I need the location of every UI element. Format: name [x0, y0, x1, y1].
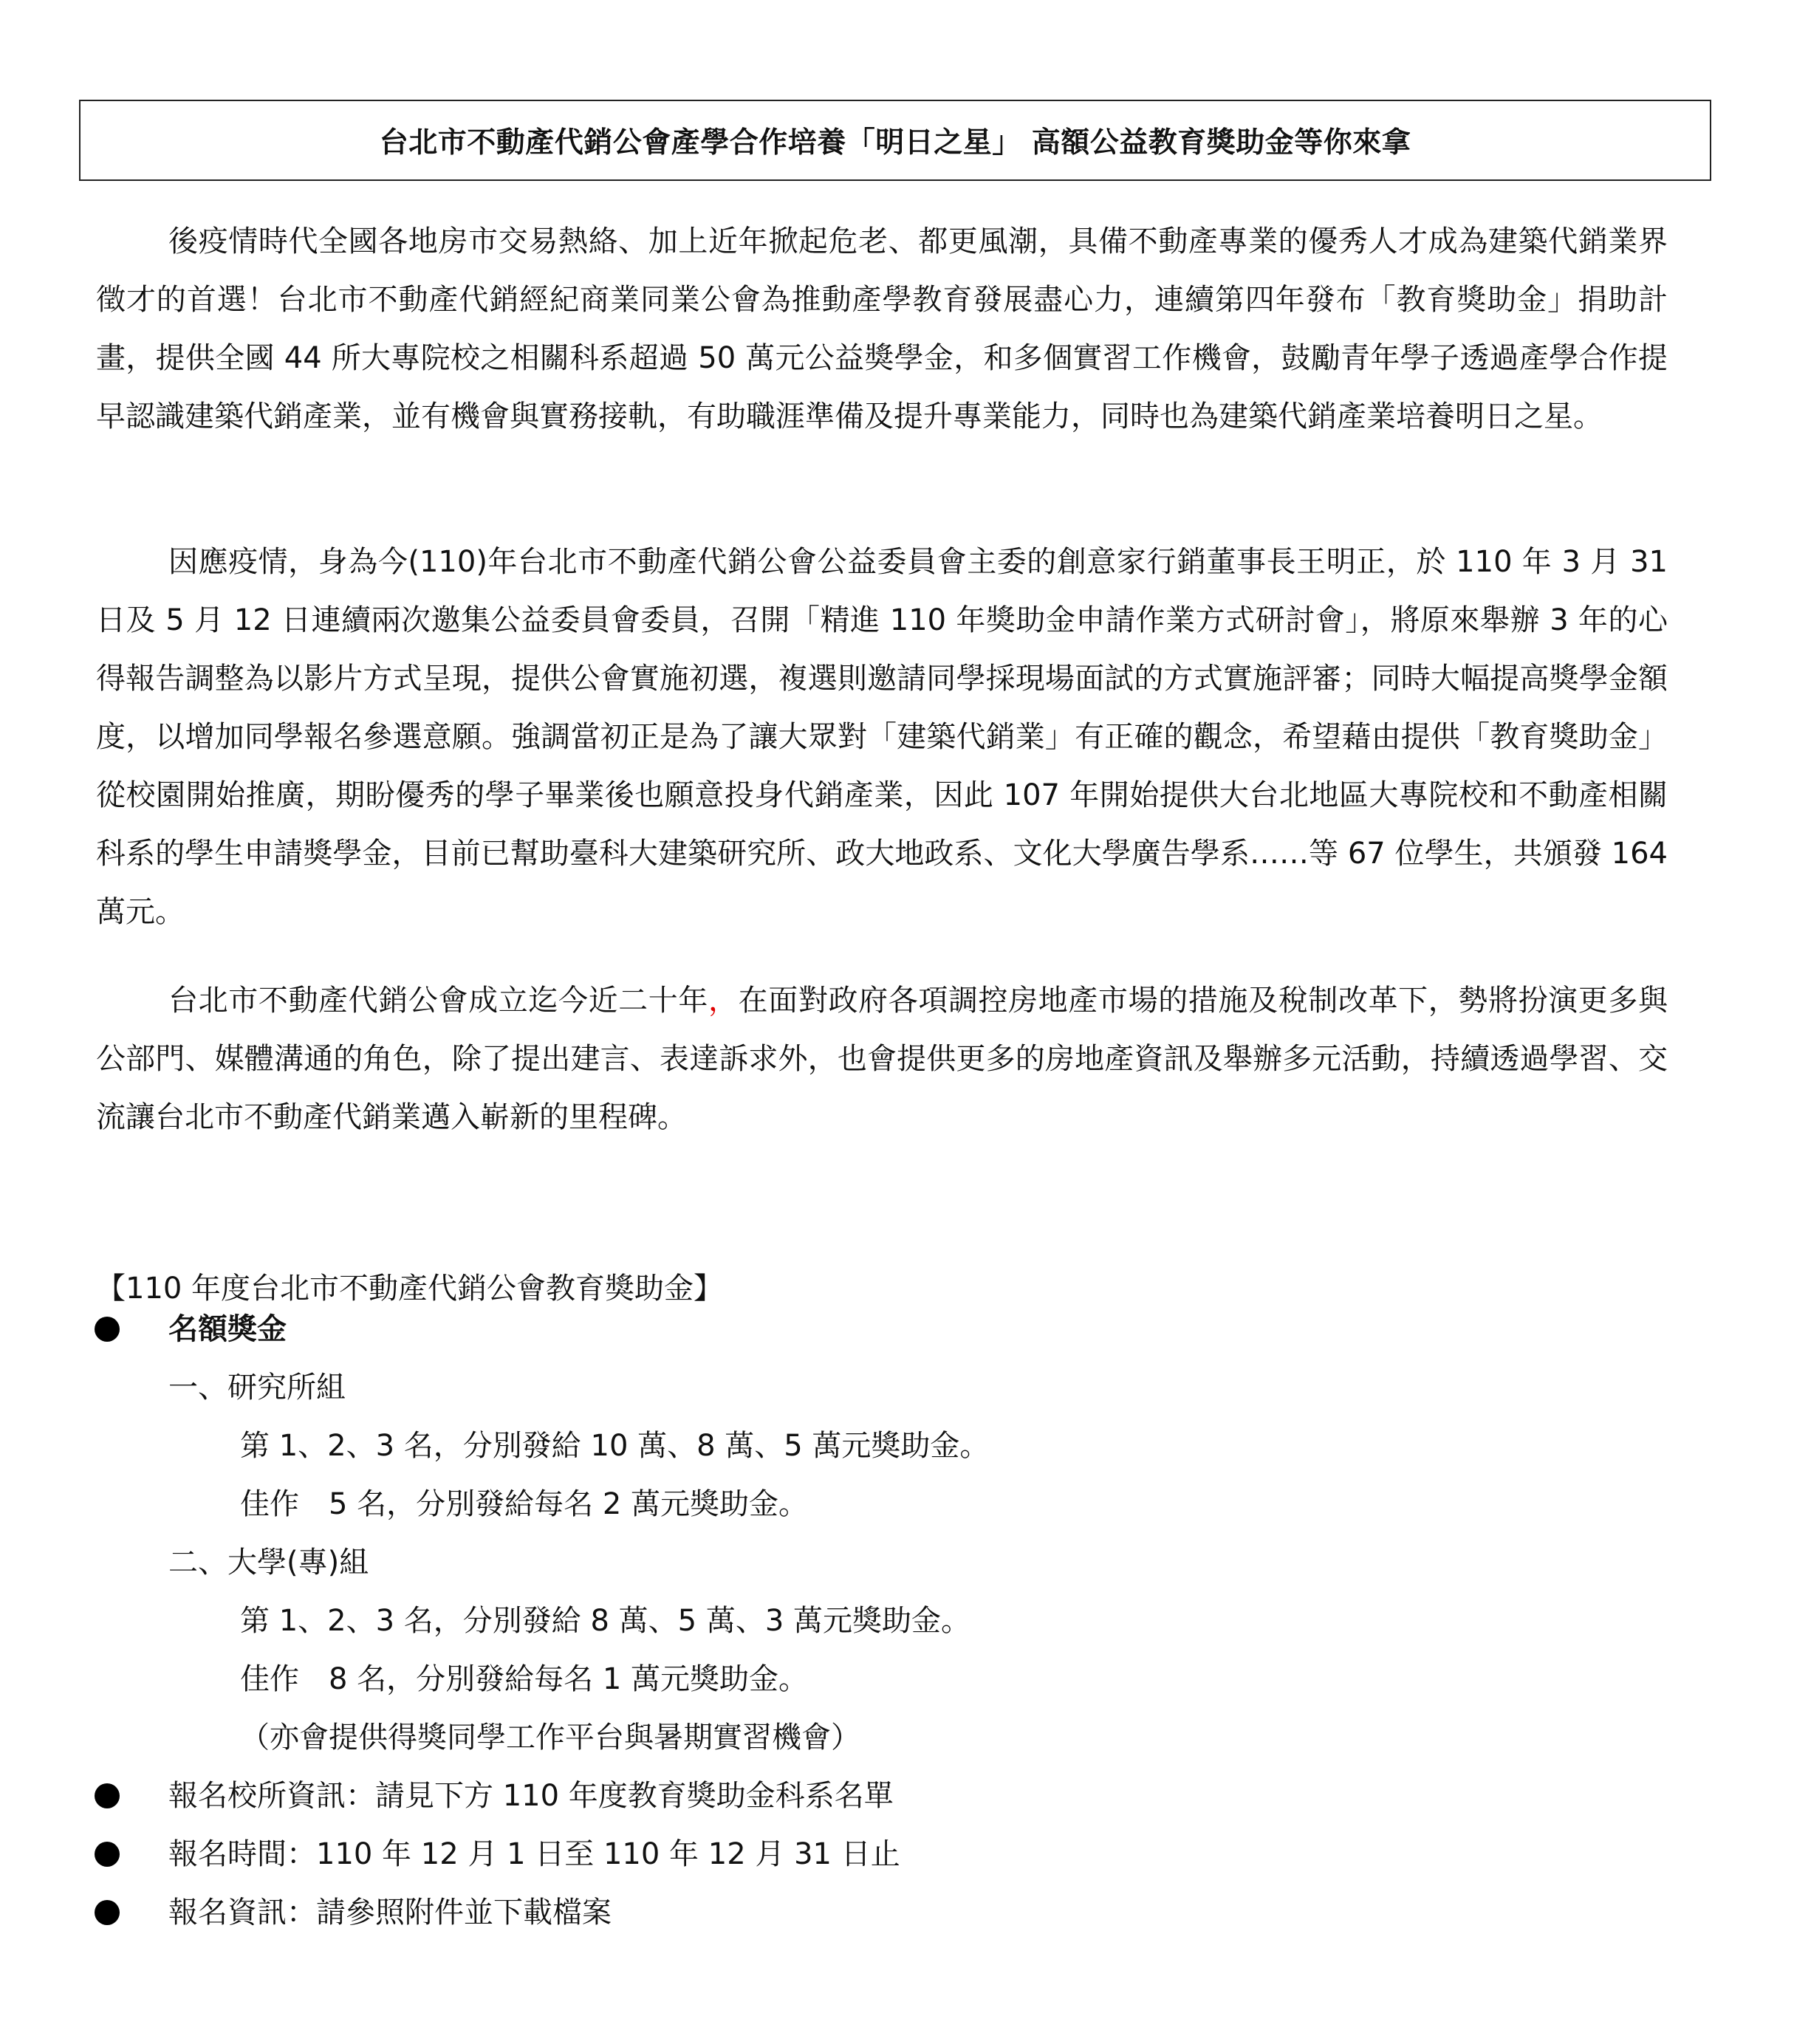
undergrad-group-label: 二、大學(專)組	[168, 1546, 369, 1580]
paragraph-association-text-2: 在面對政府各項調控房地產市場的措施及稅制改革下，勢將扮演更多與公部門、媒體溝通的角色，除了提出建言、表達訴求外，也會提供更多的房地產資訊及舉辦多元活動，持續透過學習、交流讓台北市不動產代銷業邁入嶄新的里程碑。	[96, 984, 1668, 1134]
grad-honorable-prize: 佳作 5 名，分別發給每名 2 萬元獎助金。	[240, 1487, 809, 1521]
bullet-icon	[95, 1842, 120, 1867]
grad-top3-prize: 第 1、2、3 名，分別發給 10 萬、8 萬、5 萬元獎助金。	[240, 1429, 990, 1463]
article-title-box	[79, 100, 1711, 181]
internship-note: （亦會提供得獎同學工作平台與暑期實習機會）	[240, 1721, 860, 1755]
article-title: 台北市不動產代銷公會產學合作培養「明日之星」 高額公益教育獎助金等你來拿	[379, 126, 1411, 160]
award-section-heading: 【110 年度台北市不動產代銷公會教育獎助金】	[96, 1272, 724, 1306]
registration-period: 報名時間：110 年 12 月 1 日至 110 年 12 月 31 日止	[168, 1837, 900, 1871]
paragraph-association-text-1: 台北市不動產代銷公會成立迄今近二十年	[168, 984, 709, 1018]
school-info: 報名校所資訊：請見下方 110 年度教育獎助金科系名單	[168, 1779, 894, 1813]
red-comma: ，	[708, 984, 739, 1018]
undergrad-honorable-prize: 佳作 8 名，分別發給每名 1 萬元獎助金。	[240, 1662, 809, 1696]
paragraph-intro: 後疫情時代全國各地房市交易熱絡、加上近年掀起危老、都更風潮，具備不動產專業的優秀人才成為建築代銷業界徵才的首選！台北市不動產代銷經紀商業同業公會為推動產學教育發展盡心力，連續第四年發布「教育獎助金」捐助計畫，提供全國 44 所大專院校之相關科系超過 50 萬元公益獎學金，和多個實習工作機會，鼓勵青年學子透過產學合作提早認識建築代銷產業，並有機會與實務接軌，有助職涯準備及提升專業能力，同時也為建築代銷產業培養明日之星。	[96, 224, 1668, 433]
undergrad-top3-prize: 第 1、2、3 名，分別發給 8 萬、5 萬、3 萬元獎助金。	[240, 1604, 970, 1638]
paragraph-background: 因應疫情，身為今(110)年台北市不動產代銷公會公益委員會主委的創意家行銷董事長王明正，於 110 年 3 月 31 日及 5 月 12 日連續兩次邀集公益委員會委員，召開「精進 110 年獎助金申請作業方式研討會」，將原來舉辦 3 年的心得報告調整為以影片方式呈現，提供公會實施初選，複選則邀請同學採現場面試的方式實施評審；同時大幅提高獎學金額度，以增加同學報名參選意願。強調當初正是為了讓大眾對「建築代銷業」有正確的觀念，希望藉由提供「教育獎助金」從校園開始推廣，期盼優秀的學子畢業後也願意投身代銷產業，因此 107 年開始提供大台北地區大專院校和不動產相關科系的學生申請獎學金，目前已幫助臺科大建築研究所、政大地政系、文化大學廣告學系……等 67 位學生，共頒發 164 萬元。	[96, 545, 1668, 929]
grad-group-label: 一、研究所組	[168, 1371, 346, 1405]
registration-details: 報名資訊：請參照附件並下載檔案	[168, 1896, 612, 1930]
bullet-icon	[95, 1317, 120, 1342]
paragraph-association	[96, 972, 1668, 1147]
bullet-icon	[95, 1900, 120, 1925]
quota-title: 名額獎金	[168, 1312, 287, 1346]
bullet-icon	[95, 1783, 120, 1808]
